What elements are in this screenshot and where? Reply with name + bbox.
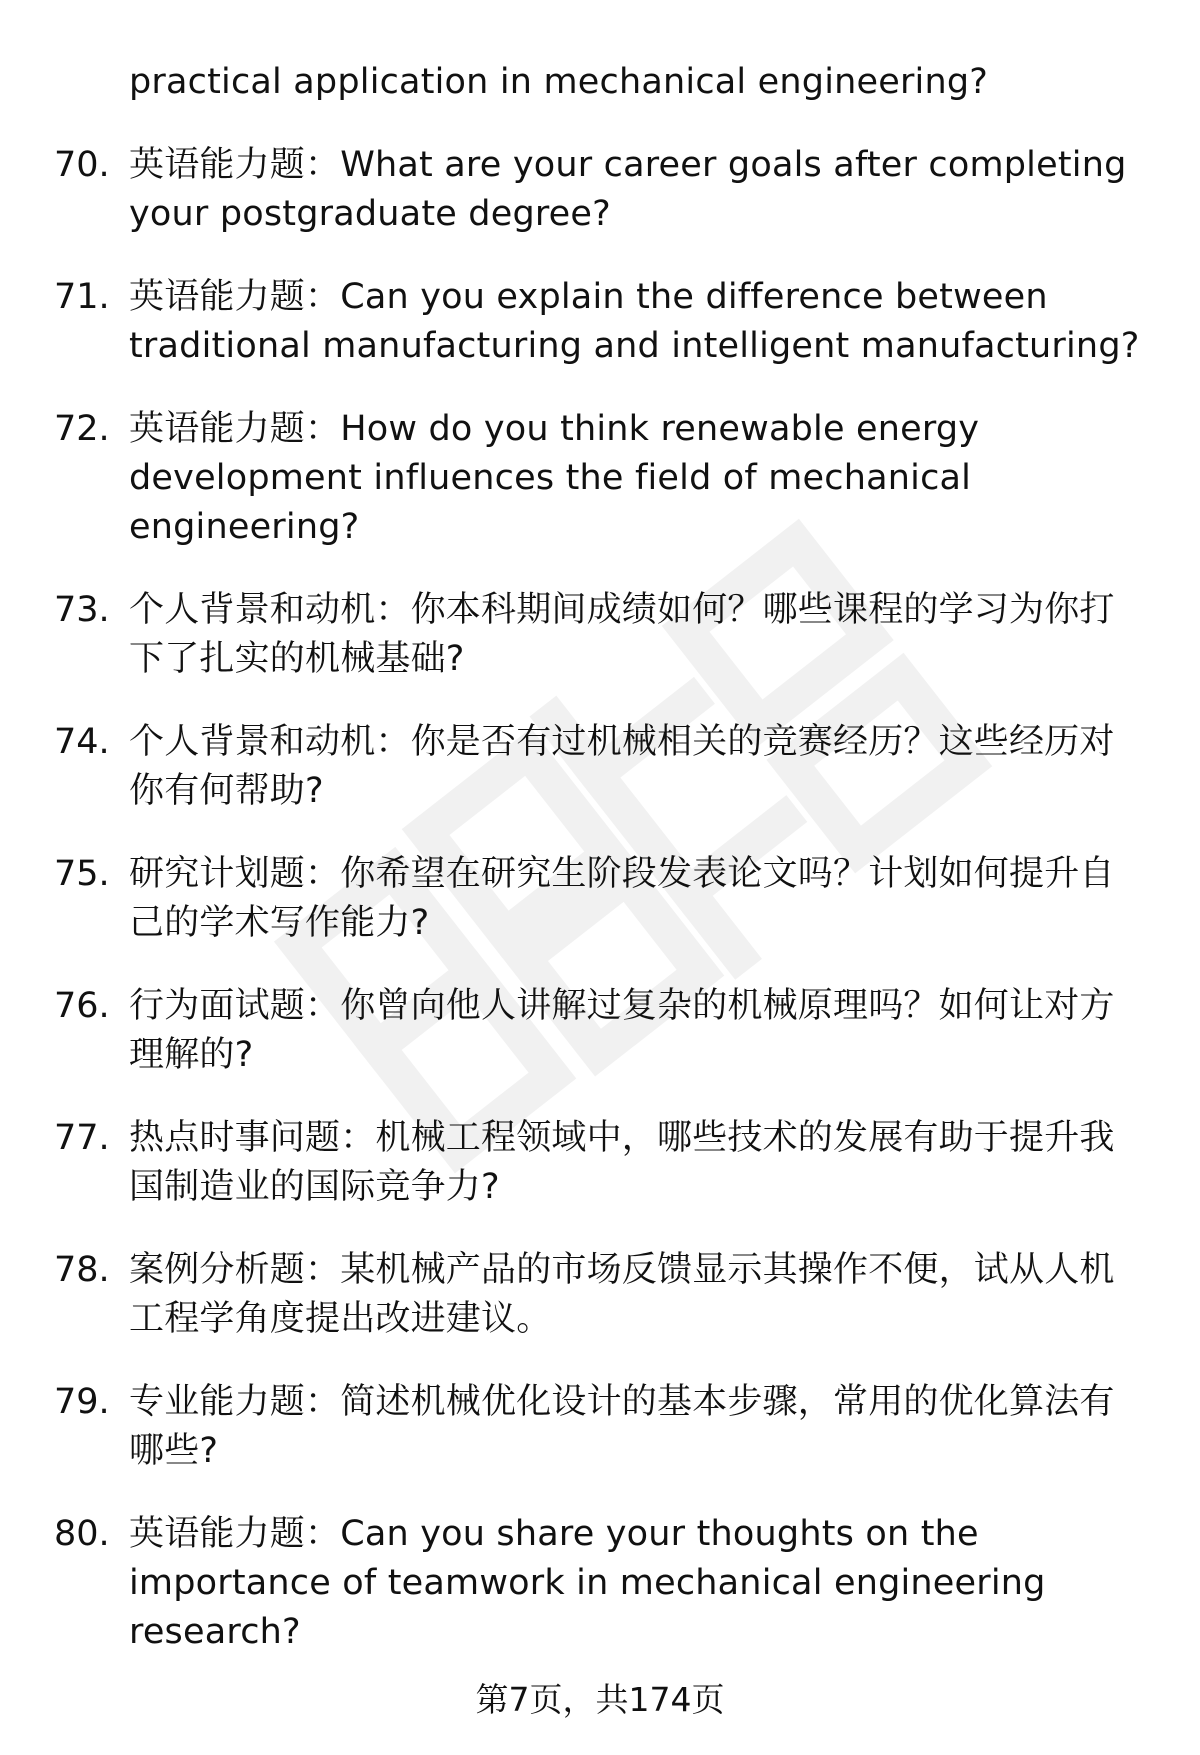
- question-number: 79.: [54, 1382, 110, 1422]
- question-number: 77.: [54, 1118, 110, 1158]
- continued-question-text: practical application in mechanical engineering?: [129, 62, 989, 102]
- list-item: [0, 273, 1142, 371]
- question-text: 英语能力题：Can you explain the difference between traditional manufacturing and intelligent manufacturing?: [129, 277, 1140, 366]
- list-item: [0, 586, 1142, 684]
- question-list: [0, 141, 1200, 1657]
- list-item: [0, 718, 1142, 816]
- list-item: [0, 141, 1142, 239]
- question-text: 研究计划题：你希望在研究生阶段发表论文吗？计划如何提升自己的学术写作能力?: [129, 854, 1115, 943]
- list-item: [0, 982, 1142, 1080]
- list-item: [0, 1510, 1142, 1657]
- question-number: 70.: [54, 145, 110, 185]
- question-text: 热点时事问题：机械工程领域中，哪些技术的发展有助于提升我国制造业的国际竞争力?: [129, 1118, 1115, 1207]
- list-item: [0, 850, 1142, 948]
- question-number: 76.: [54, 986, 110, 1026]
- question-text: 案例分析题：某机械产品的市场反馈显示其操作不便，试从人机工程学角度提出改进建议。: [129, 1250, 1115, 1339]
- question-number: 75.: [54, 854, 110, 894]
- page-number-footer: 第7页，共174页: [475, 1680, 725, 1719]
- question-number: 73.: [54, 590, 110, 630]
- question-text: 专业能力题：简述机械优化设计的基本步骤，常用的优化算法有哪些?: [129, 1382, 1115, 1471]
- question-number: 78.: [54, 1250, 110, 1290]
- question-text: 英语能力题：What are your career goals after completing your postgraduate degree?: [129, 145, 1127, 234]
- list-item: [0, 405, 1142, 552]
- question-text: 个人背景和动机：你本科期间成绩如何？哪些课程的学习为你打下了扎实的机械基础?: [129, 590, 1115, 679]
- list-item: [0, 1246, 1142, 1344]
- question-text: 英语能力题：Can you share your thoughts on the importance of teamwork in mechanical engineering research?: [129, 1514, 1046, 1652]
- question-number: 80.: [54, 1514, 110, 1554]
- question-text: 个人背景和动机：你是否有过机械相关的竞赛经历？这些经历对你有何帮助?: [129, 722, 1115, 811]
- question-text: 英语能力题：How do you think renewable energy development influences the field of mechanical engineering?: [129, 409, 980, 547]
- list-item: [0, 1114, 1142, 1212]
- question-number: 71.: [54, 277, 110, 317]
- question-text: 行为面试题：你曾向他人讲解过复杂的机械原理吗？如何让对方理解的?: [129, 986, 1115, 1075]
- list-item: [0, 1378, 1142, 1476]
- question-number: 72.: [54, 409, 110, 449]
- question-number: 74.: [54, 722, 110, 762]
